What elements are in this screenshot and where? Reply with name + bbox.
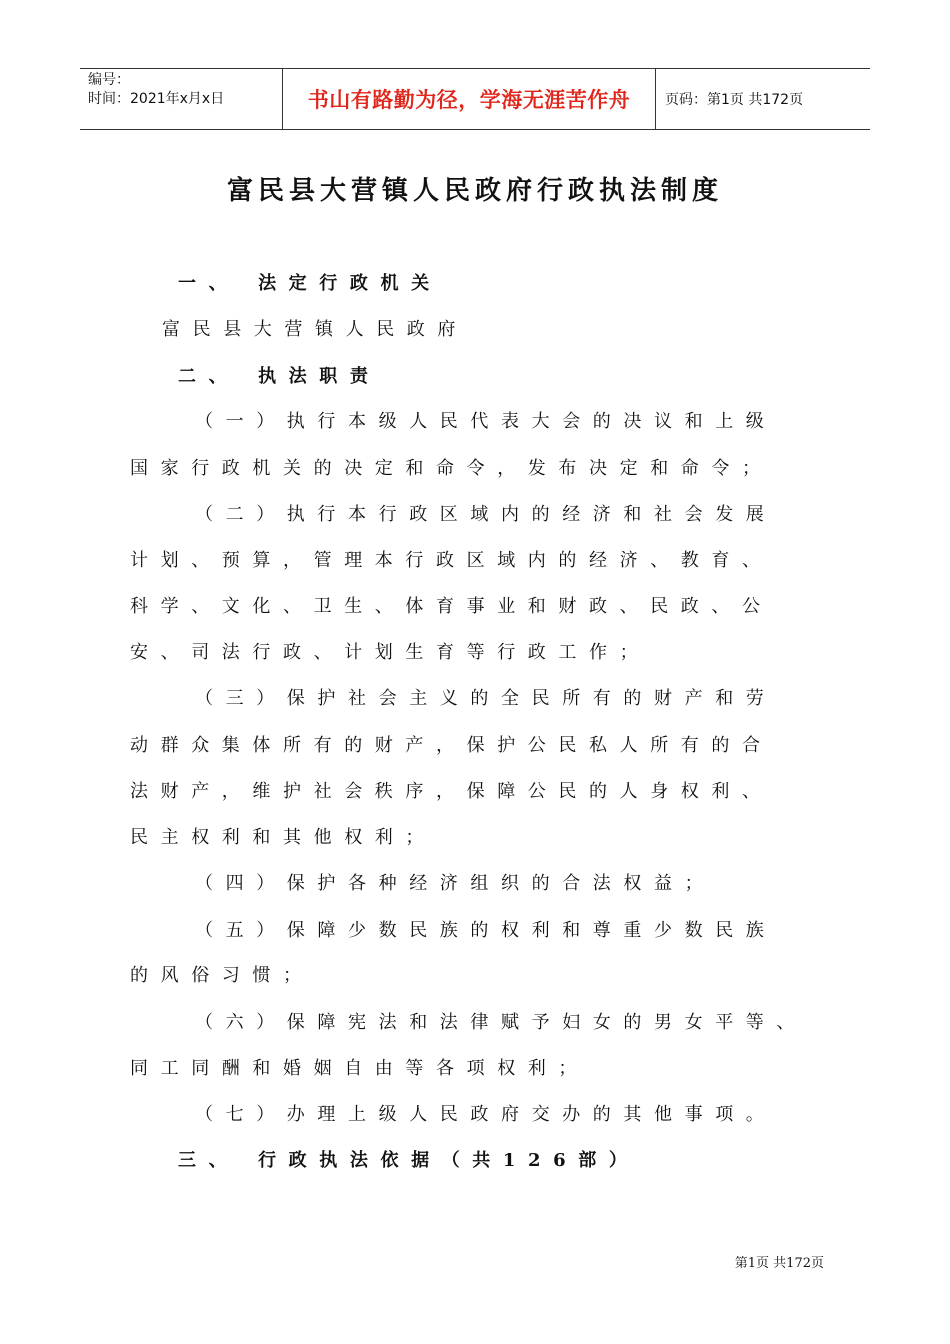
document-header	[80, 68, 870, 130]
header-page-info: 页码：第1页 共172页	[665, 92, 804, 108]
body-line: 国家行政机关的决定和命令，发布决定和命令；	[130, 458, 773, 479]
body-line: （四）保护各种经济组织的合法权益；	[195, 873, 716, 894]
body-line: 的风俗习惯；	[130, 965, 314, 986]
body-line: 动群众集体所有的财产，保护公民私人所有的合	[130, 735, 773, 756]
body-line: （三）保护社会主义的全民所有的财产和劳	[195, 688, 777, 709]
document-title: 富民县大营镇人民政府行政执法制度	[226, 176, 723, 206]
time-label: 时间：2021年x月x日	[88, 91, 225, 107]
section-heading-2: 二、 执法职责	[178, 366, 381, 387]
header-meta	[80, 69, 282, 129]
body-line: 安、司法行政、计划生育等行政工作；	[130, 642, 651, 663]
body-line: 科学、文化、卫生、体育事业和财政、民政、公	[130, 596, 773, 617]
body-line: 法财产，维护社会秩序，保障公民的人身权利、	[130, 781, 773, 802]
body-line: 富民县大营镇人民政府	[162, 319, 468, 340]
body-line: （七）办理上级人民政府交办的其他事项。	[195, 1104, 777, 1125]
body-line: （六）保障宪法和法律赋予妇女的男女平等、	[195, 1012, 807, 1033]
body-line: 民主权利和其他权利；	[130, 827, 436, 848]
number-label: 编号：	[88, 72, 130, 88]
page-footer: 第1页 共172页	[734, 1256, 824, 1271]
body-line: 同工同酬和婚姻自由等各项权利；	[130, 1058, 589, 1079]
header-motto: 书山有路勤为径，学海无涯苦作舟	[282, 69, 656, 129]
section-heading-1: 一、 法定行政机关	[178, 273, 442, 294]
body-line: （一）执行本级人民代表大会的决议和上级	[195, 411, 777, 432]
body-line: （五）保障少数民族的权利和尊重少数民族	[195, 920, 777, 941]
body-line: 计划、预算，管理本行政区域内的经济、教育、	[130, 550, 773, 571]
section-heading-3: 三、 行政执法依据（共126部）	[178, 1150, 640, 1171]
body-line: （二）执行本行政区域内的经济和社会发展	[195, 504, 777, 525]
